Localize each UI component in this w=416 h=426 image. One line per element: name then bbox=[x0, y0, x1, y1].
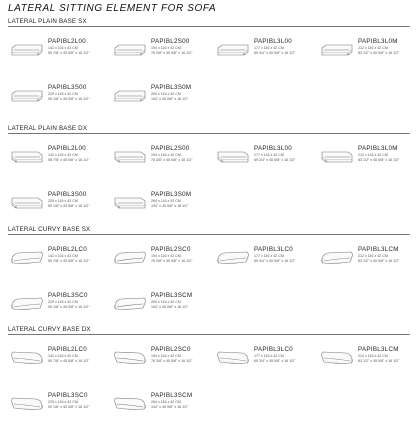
dimensions-imperial: 90 1/8" x 45 5/8" x 16 1/2" bbox=[48, 405, 90, 409]
dimensions-metric: 142 x 116 x 42 CM bbox=[48, 46, 78, 50]
dimensions-metric: 177 x 116 x 42 CM bbox=[254, 354, 284, 358]
dimensions-metric: 142 x 116 x 42 CM bbox=[48, 254, 78, 258]
dimensions-imperial: 55 7/8" x 45 5/8" x 16 1/2" bbox=[48, 359, 90, 363]
dimensions-imperial: 104" x 45 5/8" x 16 1/2" bbox=[151, 305, 189, 309]
product-item bbox=[320, 246, 416, 276]
dimensions-metric: 194 x 116 x 42 CM bbox=[151, 46, 181, 50]
product-code: PAPIBL3L00 bbox=[254, 145, 292, 152]
dimensions-metric: 264 x 116 x 42 CM bbox=[151, 199, 181, 203]
dimensions-metric: 264 x 116 x 42 CM bbox=[151, 400, 181, 404]
product-item bbox=[10, 145, 114, 175]
dimensions-imperial: 76 3/8" x 45 5/8" x 16 1/2" bbox=[151, 259, 193, 263]
product-code: PAPIBL3L0M bbox=[358, 38, 398, 45]
product-item bbox=[10, 84, 114, 114]
product-code: PAPIBL2L00 bbox=[48, 38, 86, 45]
product-item bbox=[113, 292, 217, 322]
product-code: PAPIBL3L0M bbox=[358, 145, 398, 152]
section bbox=[0, 18, 416, 118]
dimensions-imperial: 90 1/8" x 45 5/8" x 16 1/2" bbox=[48, 97, 90, 101]
product-code: PAPIBL3SC0 bbox=[48, 392, 88, 399]
dimensions-imperial: 69 3/4" x 45 5/8" x 16 1/2" bbox=[254, 359, 296, 363]
dimensions-imperial: 76 3/8" x 45 5/8" x 16 1/2" bbox=[151, 359, 193, 363]
product-code: PAPIBL3S00 bbox=[48, 84, 87, 91]
product-code: PAPIBL2S00 bbox=[151, 38, 190, 45]
product-code: PAPIBL3SCM bbox=[151, 392, 193, 399]
product-item bbox=[216, 145, 320, 175]
product-item bbox=[113, 246, 217, 276]
section-label: LATERAL PLAIN BASE SX bbox=[8, 18, 87, 25]
product-code: PAPIBL2LC0 bbox=[48, 246, 88, 253]
dimensions-imperial: 90 1/8" x 45 5/8" x 16 1/2" bbox=[48, 305, 90, 309]
dimensions-metric: 229 x 116 x 42 CM bbox=[48, 92, 78, 96]
product-code: PAPIBL3SC0 bbox=[48, 292, 88, 299]
section bbox=[0, 226, 416, 326]
dimensions-metric: 142 x 116 x 42 CM bbox=[48, 153, 78, 157]
dimensions-metric: 264 x 116 x 42 CM bbox=[151, 92, 181, 96]
dimensions-metric: 194 x 116 x 42 CM bbox=[151, 153, 181, 157]
dimensions-imperial: 69 3/4" x 45 5/8" x 16 1/2" bbox=[254, 51, 296, 55]
product-item bbox=[113, 145, 217, 175]
dimensions-imperial: 83 1/2" x 45 5/8" x 16 1/2" bbox=[358, 359, 400, 363]
dimensions-imperial: 83 1/2" x 45 5/8" x 16 1/2" bbox=[358, 51, 400, 55]
section-label: LATERAL CURVY BASE DX bbox=[8, 326, 91, 333]
product-code: PAPIBL2S00 bbox=[151, 145, 190, 152]
product-item bbox=[10, 392, 114, 422]
dimensions-metric: 212 x 116 x 42 CM bbox=[358, 153, 388, 157]
product-item bbox=[216, 38, 320, 68]
dimensions-imperial: 83 1/2" x 45 5/8" x 16 1/2" bbox=[358, 158, 400, 162]
product-item bbox=[113, 346, 217, 376]
dimensions-imperial: 69 3/4" x 45 5/8" x 16 1/2" bbox=[254, 158, 296, 162]
dimensions-imperial: 55 7/8" x 45 5/8" x 16 1/2" bbox=[48, 158, 90, 162]
dimensions-metric: 194 x 116 x 42 CM bbox=[151, 354, 181, 358]
dimensions-imperial: 90 1/8" x 45 5/8" x 16 1/2" bbox=[48, 204, 90, 208]
section-label: LATERAL CURVY BASE SX bbox=[8, 226, 91, 233]
product-code: PAPIBL3SCM bbox=[151, 292, 193, 299]
product-item bbox=[113, 191, 217, 221]
product-code: PAPIBL2SC0 bbox=[151, 246, 191, 253]
product-item bbox=[320, 346, 416, 376]
product-code: PAPIBL2LC0 bbox=[48, 346, 88, 353]
section bbox=[0, 326, 416, 426]
section bbox=[0, 125, 416, 225]
section-divider bbox=[8, 26, 410, 27]
dimensions-metric: 229 x 116 x 42 CM bbox=[48, 199, 78, 203]
dimensions-metric: 142 x 116 x 42 CM bbox=[48, 354, 78, 358]
product-code: PAPIBL3S0M bbox=[151, 191, 192, 198]
dimensions-metric: 177 x 116 x 42 CM bbox=[254, 254, 284, 258]
dimensions-metric: 177 x 116 x 42 CM bbox=[254, 153, 284, 157]
product-code: PAPIBL2L00 bbox=[48, 145, 86, 152]
product-item bbox=[320, 38, 416, 68]
product-item bbox=[216, 346, 320, 376]
dimensions-imperial: 55 7/8" x 45 5/8" x 16 1/2" bbox=[48, 51, 90, 55]
dimensions-imperial: 83 1/2" x 45 5/8" x 16 1/2" bbox=[358, 259, 400, 263]
dimensions-metric: 212 x 116 x 42 CM bbox=[358, 254, 388, 258]
dimensions-metric: 229 x 116 x 42 CM bbox=[48, 400, 78, 404]
dimensions-imperial: 76 3/8" x 45 5/8" x 16 1/2" bbox=[151, 158, 193, 162]
dimensions-imperial: 69 3/4" x 45 5/8" x 16 1/2" bbox=[254, 259, 296, 263]
product-item bbox=[10, 38, 114, 68]
dimensions-metric: 177 x 116 x 42 CM bbox=[254, 46, 284, 50]
product-code: PAPIBL3LC0 bbox=[254, 246, 294, 253]
product-item bbox=[113, 38, 217, 68]
product-item bbox=[113, 84, 217, 114]
product-item bbox=[113, 392, 217, 422]
product-code: PAPIBL3S0M bbox=[151, 84, 192, 91]
dimensions-imperial: 76 3/8" x 45 5/8" x 16 1/2" bbox=[151, 51, 193, 55]
dimensions-metric: 212 x 116 x 42 CM bbox=[358, 354, 388, 358]
dimensions-metric: 229 x 116 x 42 CM bbox=[48, 300, 78, 304]
product-code: PAPIBL2SC0 bbox=[151, 346, 191, 353]
section-divider bbox=[8, 334, 410, 335]
page-title: LATERAL SITTING ELEMENT FOR SOFA bbox=[8, 3, 217, 14]
product-item bbox=[10, 191, 114, 221]
dimensions-imperial: 104" x 45 5/8" x 16 1/2" bbox=[151, 204, 189, 208]
product-code: PAPIBL3S00 bbox=[48, 191, 87, 198]
dimensions-metric: 194 x 116 x 42 CM bbox=[151, 254, 181, 258]
product-item bbox=[10, 292, 114, 322]
section-divider bbox=[8, 133, 410, 134]
product-item bbox=[216, 246, 320, 276]
section-label: LATERAL PLAIN BASE DX bbox=[8, 125, 88, 132]
dimensions-imperial: 104" x 45 5/8" x 16 1/2" bbox=[151, 405, 189, 409]
dimensions-metric: 264 x 116 x 42 CM bbox=[151, 300, 181, 304]
product-code: PAPIBL3LCM bbox=[358, 246, 399, 253]
product-item bbox=[10, 246, 114, 276]
product-item bbox=[10, 346, 114, 376]
product-code: PAPIBL3L00 bbox=[254, 38, 292, 45]
dimensions-metric: 212 x 116 x 42 CM bbox=[358, 46, 388, 50]
dimensions-imperial: 55 7/8" x 45 5/8" x 16 1/2" bbox=[48, 259, 90, 263]
product-code: PAPIBL3LCM bbox=[358, 346, 399, 353]
section-divider bbox=[8, 234, 410, 235]
product-item bbox=[320, 145, 416, 175]
product-code: PAPIBL3LC0 bbox=[254, 346, 294, 353]
dimensions-imperial: 104" x 45 5/8" x 16 1/2" bbox=[151, 97, 189, 101]
